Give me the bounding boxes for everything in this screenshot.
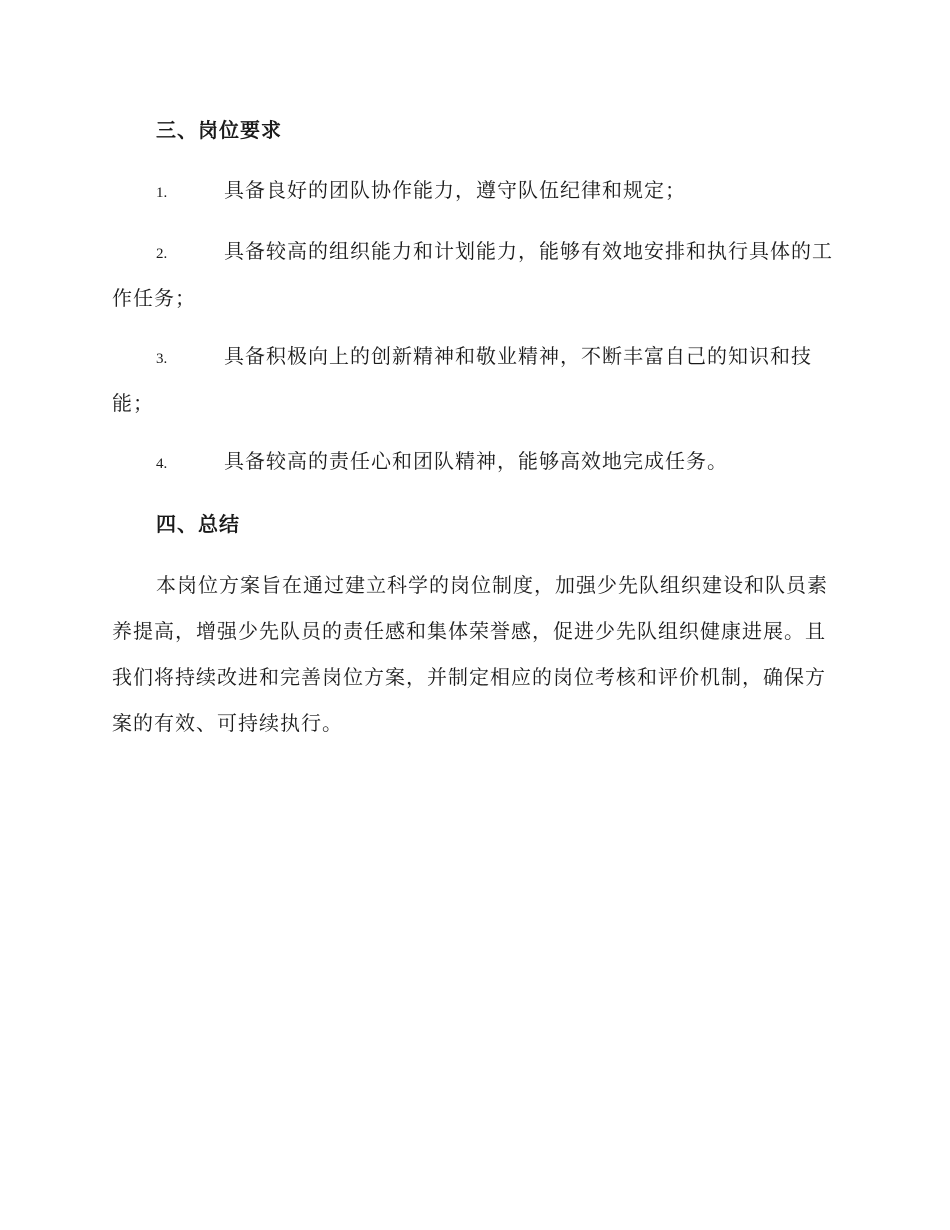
list-item [112,334,836,425]
requirements-list [112,168,836,486]
list-item-number: 4. [156,456,168,472]
section-heading-summary: 四、总结 [156,512,240,536]
list-item-text: 具备较高的组织能力和计划能力，能够有效地安排和执行具体的工作任务； [112,239,833,310]
summary-paragraph: 本岗位方案旨在通过建立科学的岗位制度，加强少先队组织建设和队员素养提高，增强少先队员的责任感和集体荣誉感，促进少先队组织健康进展。且我们将持续改进和完善岗位方案，并制定相应的岗位考核和评价机制，确保方案的有效、可持续执行。 [112,573,828,735]
list-item-number: 1. [156,185,168,201]
list-item-text: 具备积极向上的创新精神和敬业精神，不断丰富自己的知识和技能； [112,344,812,415]
list-item-text: 具备较高的责任心和团队精神，能够高效地完成任务。 [224,449,728,473]
list-item [112,168,836,215]
list-item-number: 2. [156,246,168,262]
list-item [112,229,836,320]
list-item [112,439,836,486]
section-heading-requirements: 三、岗位要求 [156,118,282,142]
document-body [112,110,836,746]
list-item-number: 3. [156,351,168,367]
list-item-text: 具备良好的团队协作能力，遵守队伍纪律和规定； [224,178,686,202]
